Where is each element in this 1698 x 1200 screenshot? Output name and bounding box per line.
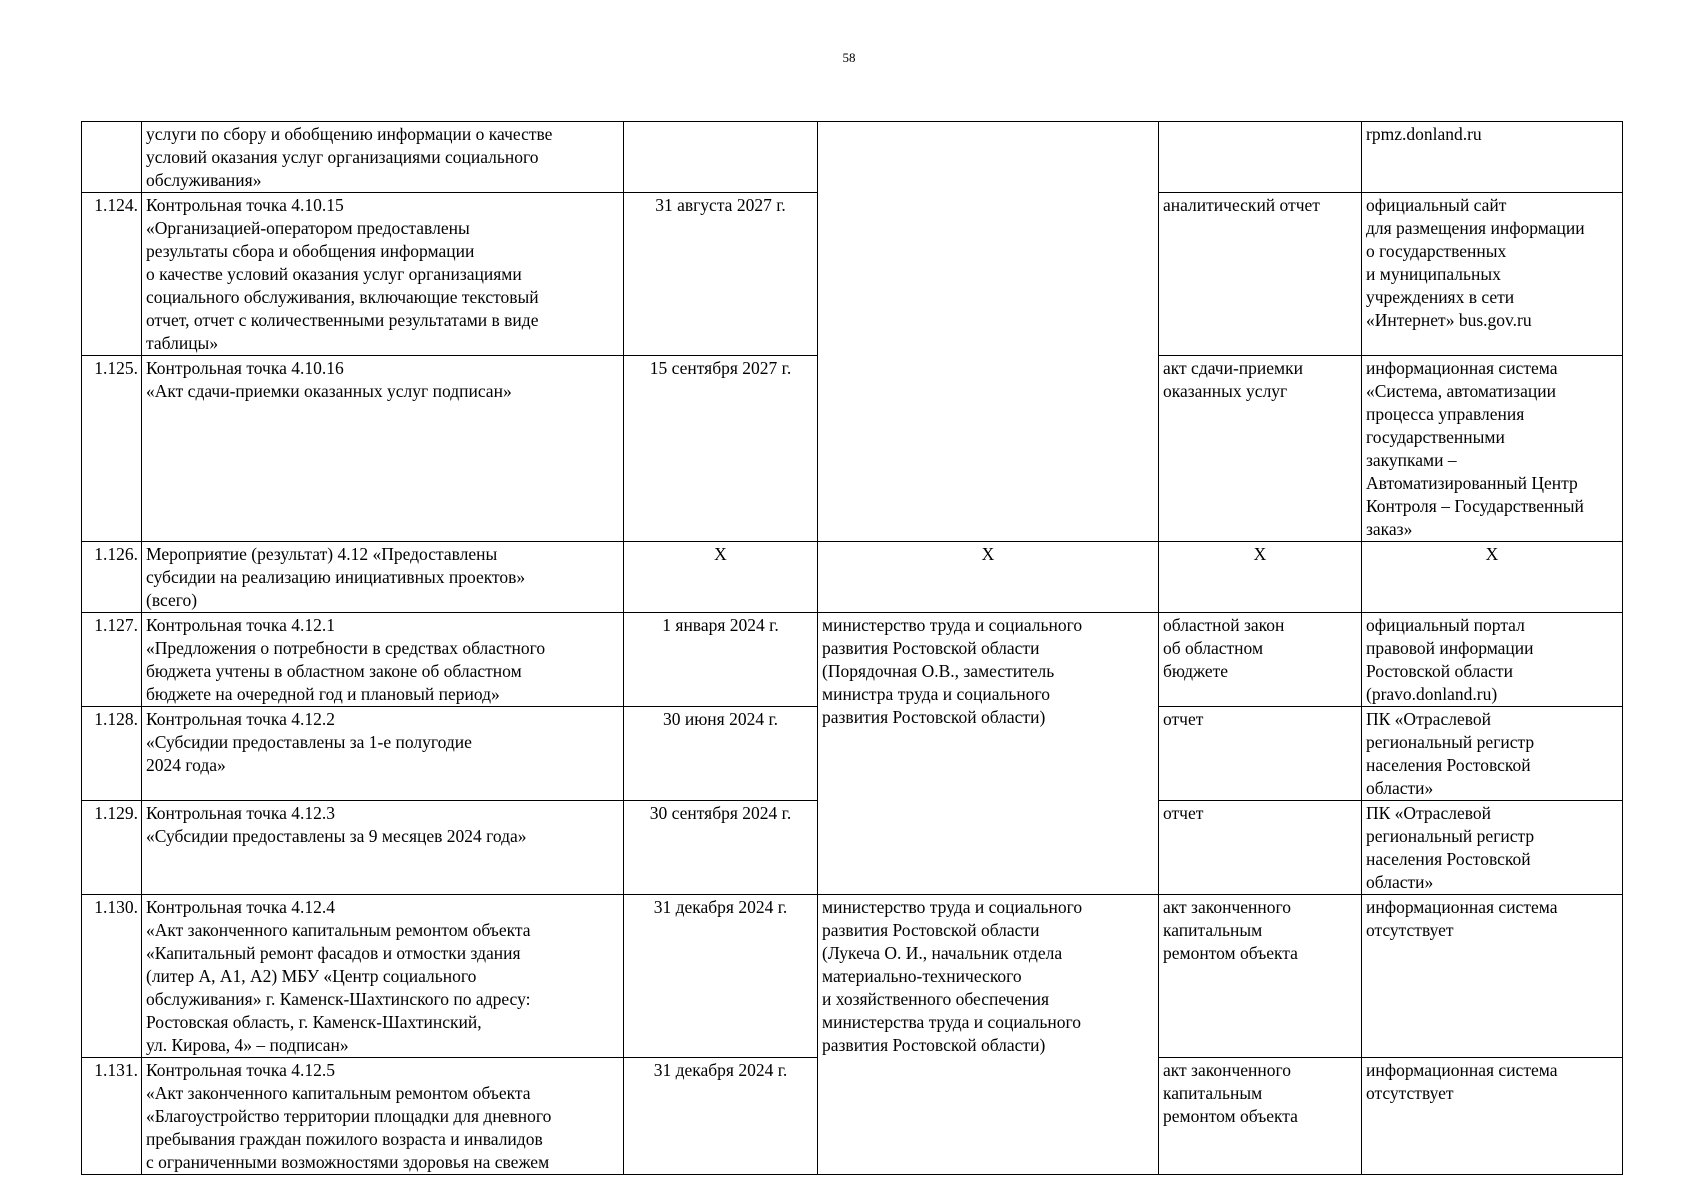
row-date: Х [624,542,818,613]
row-name: Контрольная точка 4.12.2 «Субсидии предоставлены за 1-е полугодие 2024 года» [142,707,624,801]
row-system: rpmz.donland.ru [1362,122,1623,193]
row-name: Мероприятие (результат) 4.12 «Предоставлены субсидии на реализацию инициативных проектов» (всего) [142,542,624,613]
table-row [82,542,1623,613]
row-document: аналитический отчет [1159,193,1362,356]
row-number: 1.128. [82,707,142,801]
row-number: 1.126. [82,542,142,613]
row-system: ПК «Отраслевой региональный регистр населения Ростовской области» [1362,707,1623,801]
row-responsible [818,122,1159,542]
row-name: Контрольная точка 4.12.1 «Предложения о потребности в средствах областного бюджета учтены в областном законе об областном бюджете на очередной год и плановый период» [142,613,624,707]
row-name: Контрольная точка 4.12.3 «Субсидии предоставлены за 9 месяцев 2024 года» [142,801,624,895]
row-date: 31 декабря 2024 г. [624,1058,818,1175]
row-date [624,122,818,193]
row-document: отчет [1159,801,1362,895]
row-system: ПК «Отраслевой региональный регистр населения Ростовской области» [1362,801,1623,895]
row-name: Контрольная точка 4.12.4 «Акт законченного капитальным ремонтом объекта «Капитальный ремонт фасадов и отмостки здания (литер А, А1, А2) МБУ «Центр социального обслуживания» г. Каменск-Шахтинского по адресу: Ростовская область, г. Каменск-Шахтинский, ул. Кирова, 4» – подписан» [142,895,624,1058]
row-document: отчет [1159,707,1362,801]
row-date: 30 июня 2024 г. [624,707,818,801]
table-row [82,895,1623,1058]
row-name: Контрольная точка 4.12.5 «Акт законченного капитальным ремонтом объекта «Благоустройство территории площадки для дневного пребывания граждан пожилого возраста и инвалидов с ограниченными возможностями здоровья на свежем [142,1058,624,1175]
row-system: официальный портал правовой информации Ростовской области (pravo.donland.ru) [1362,613,1623,707]
row-responsible: министерство труда и социального развития Ростовской области (Лукеча О. И., начальник отдела материально-технического и хозяйственного обеспечения министерства труда и социального развития Ростовской области) [818,895,1159,1175]
row-document: акт сдачи-приемки оказанных услуг [1159,356,1362,542]
row-number: 1.127. [82,613,142,707]
row-number: 1.130. [82,895,142,1058]
row-name: услуги по сбору и обобщению информации о качестве условий оказания услуг организациями социального обслуживания» [142,122,624,193]
row-system: информационная система отсутствует [1362,1058,1623,1175]
row-number: 1.125. [82,356,142,542]
row-system: информационная система отсутствует [1362,895,1623,1058]
row-responsible: министерство труда и социального развития Ростовской области (Порядочная О.В., заместитель министра труда и социального развития Ростовской области) [818,613,1159,895]
row-name: Контрольная точка 4.10.15 «Организацией-оператором предоставлены результаты сбора и обобщения информации о качестве условий оказания услуг организациями социального обслуживания, включающие текстовый отчет, отчет с количественными результатами в виде таблицы» [142,193,624,356]
plan-table [81,121,1623,1175]
row-number [82,122,142,193]
row-document: Х [1159,542,1362,613]
row-number: 1.124. [82,193,142,356]
row-number: 1.129. [82,801,142,895]
row-system: официальный сайт для размещения информации о государственных и муниципальных учреждениях в сети «Интернет» bus.gov.ru [1362,193,1623,356]
page-number: 58 [842,50,856,65]
row-date: 31 декабря 2024 г. [624,895,818,1058]
row-document: акт законченного капитальным ремонтом объекта [1159,1058,1362,1175]
table-row [82,122,1623,193]
row-document: акт законченного капитальным ремонтом объекта [1159,895,1362,1058]
row-document [1159,122,1362,193]
row-name: Контрольная точка 4.10.16 «Акт сдачи-приемки оказанных услуг подписан» [142,356,624,542]
row-number: 1.131. [82,1058,142,1175]
row-date: 15 сентября 2027 г. [624,356,818,542]
table-row [82,613,1623,707]
row-date: 31 августа 2027 г. [624,193,818,356]
row-system: Х [1362,542,1623,613]
row-document: областной закон об областном бюджете [1159,613,1362,707]
row-system: информационная система «Система, автоматизации процесса управления государственными закупками – Автоматизированный Центр Контроля – Государственный заказ» [1362,356,1623,542]
row-date: 30 сентября 2024 г. [624,801,818,895]
row-responsible: Х [818,542,1159,613]
row-date: 1 января 2024 г. [624,613,818,707]
